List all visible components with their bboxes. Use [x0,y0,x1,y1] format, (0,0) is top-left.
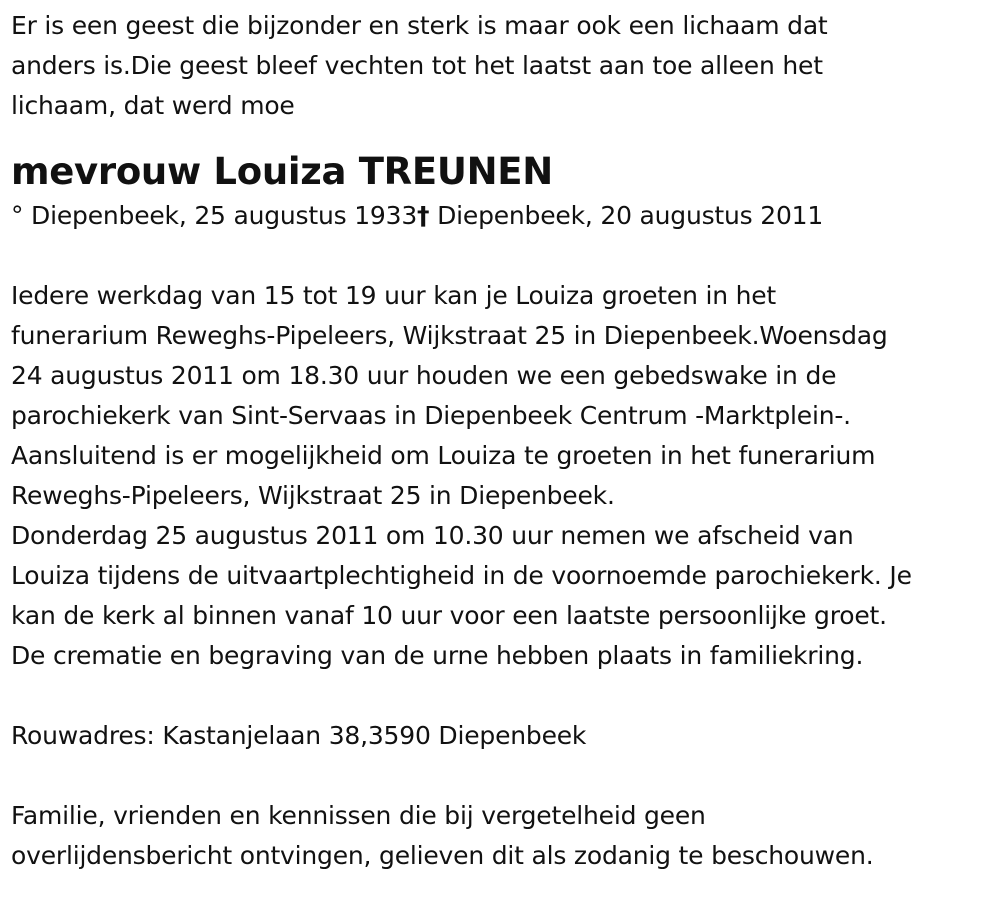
birth-info: ° Diepenbeek, 25 augustus 1933 [11,201,418,230]
arrangement-line: funerarium Reweghs-Pipeleers, Wijkstraat 25 in Diepenbeek.Woensdag [11,321,888,350]
arrangement-line: Iedere werkdag van 15 tot 19 uur kan je Louiza groeten in het [11,281,777,310]
arrangement-line: Louiza tijdens de uitvaartplechtigheid in de voornoemde parochiekerk. Je [11,561,912,590]
funeral-arrangements [11,276,1000,676]
arrangement-line: Donderdag 25 augustus 2011 om 10.30 uur nemen we afscheid van [11,521,854,550]
arrangement-line: Reweghs-Pipeleers, Wijkstraat 25 in Diepenbeek. [11,481,615,510]
address-line: Rouwadres: Kastanjelaan 38,3590 Diepenbeek [11,721,587,750]
memorial-quote [11,6,1000,126]
closing-line: Familie, vrienden en kennissen die bij vergetelheid geen [11,801,706,830]
quote-line: Er is een geest die bijzonder en sterk is maar ook een lichaam dat [11,11,828,40]
mourning-address [11,716,1000,756]
arrangement-line: De crematie en begraving van de urne hebben plaats in familiekring. [11,641,864,670]
arrangement-line: kan de kerk al binnen vanaf 10 uur voor een laatste persoonlijke groet. [11,601,887,630]
cross-icon: † [417,201,430,230]
deceased-name: mevrouw Louiza TREUNEN [11,150,553,193]
closing-line: overlijdensbericht ontvingen, gelieven dit als zodanig te beschouwen. [11,841,874,870]
life-dates [11,196,1000,236]
arrangement-line: parochiekerk van Sint-Servaas in Diepenbeek Centrum -Marktplein-. [11,401,851,430]
arrangement-line: Aansluitend is er mogelijkheid om Louiza te groeten in het funerarium [11,441,876,470]
death-info: Diepenbeek, 20 augustus 2011 [429,201,824,230]
quote-line: anders is.Die geest bleef vechten tot het laatst aan toe alleen het [11,51,823,80]
quote-line: lichaam, dat werd moe [11,91,295,120]
closing-note [11,796,1000,876]
arrangement-line: 24 augustus 2011 om 18.30 uur houden we een gebedswake in de [11,361,837,390]
